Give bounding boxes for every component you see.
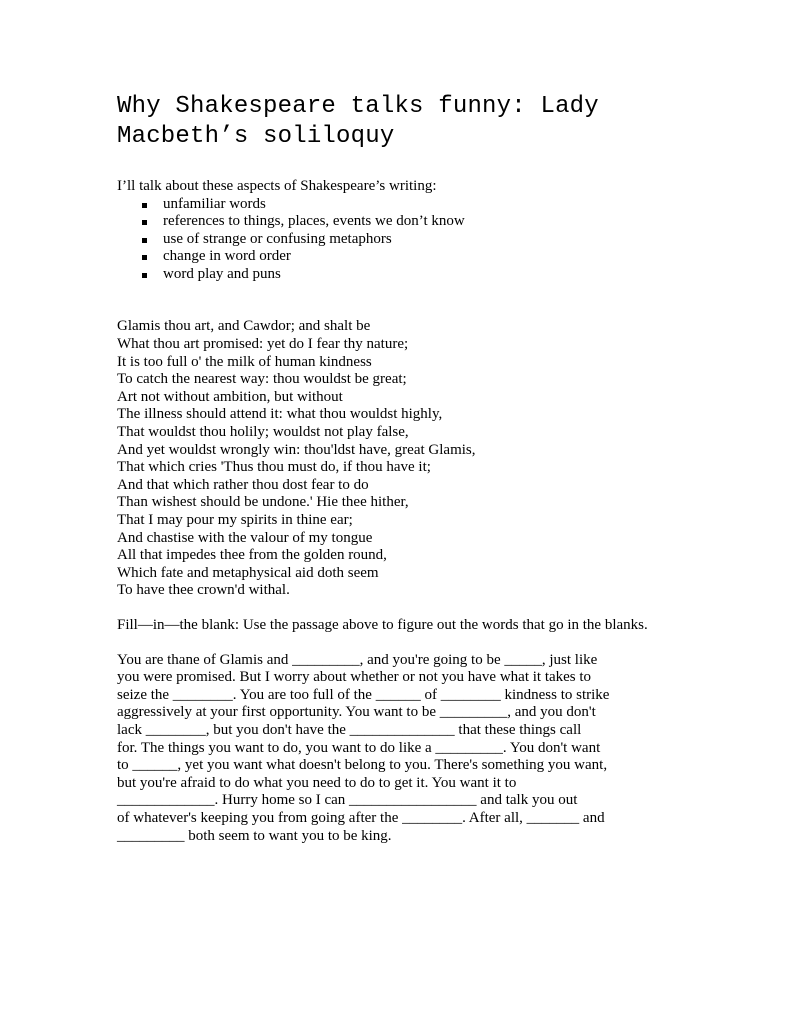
aspects-list bbox=[117, 196, 677, 284]
page-title bbox=[117, 92, 677, 152]
poem-line: It is too full o' the milk of human kindness bbox=[117, 353, 372, 370]
intro-text: I’ll talk about these aspects of Shakespeare’s writing: bbox=[117, 178, 437, 194]
document-page bbox=[117, 92, 677, 845]
list-item: unfamiliar words bbox=[117, 196, 677, 214]
poem-line: And chastise with the valour of my tongue bbox=[117, 529, 373, 546]
poem-line: Than wishest should be undone.' Hie thee hither, bbox=[117, 494, 409, 511]
poem-line: All that impedes thee from the golden round, bbox=[117, 547, 387, 564]
list-item: change in word order bbox=[117, 248, 677, 266]
poem-line: What thou art promised: yet do I fear thy nature; bbox=[117, 336, 409, 353]
fill-line: seize the ________. You are too full of the ______ of ________ kindness to strike bbox=[117, 686, 610, 703]
fill-line: _____________. Hurry home so I can _________________ and talk you out bbox=[117, 792, 578, 809]
fill-line: _________ both seem to want you to be king. bbox=[117, 827, 392, 844]
poem-line: Glamis thou art, and Cawdor; and shalt be bbox=[117, 318, 371, 335]
soliloquy-passage bbox=[117, 318, 677, 600]
fill-line: You are thane of Glamis and _________, and you're going to be _____, just like bbox=[117, 651, 598, 668]
fill-line: of whatever's keeping you from going after the ________. After all, _______ and bbox=[117, 809, 605, 826]
list-item: use of strange or confusing metaphors bbox=[117, 231, 677, 249]
poem-line: And yet wouldst wrongly win: thou'ldst have, great Glamis, bbox=[117, 441, 476, 458]
poem-line: That which cries 'Thus thou must do, if thou have it; bbox=[117, 459, 431, 476]
poem-line: The illness should attend it: what thou wouldst highly, bbox=[117, 406, 443, 423]
poem-line: That I may pour my spirits in thine ear; bbox=[117, 512, 353, 528]
fill-line: you were promised. But I worry about whether or not you have what it takes to bbox=[117, 669, 592, 686]
fill-line: aggressively at your first opportunity. You want to be _________, and you don't bbox=[117, 704, 596, 721]
poem-line: That wouldst thou holily; wouldst not play false, bbox=[117, 424, 409, 441]
fill-in-the-blank-paragraph bbox=[117, 652, 677, 846]
fill-line: but you're afraid to do what you need to do to get it. You want it to bbox=[117, 774, 517, 791]
instructions-text: Fill—in—the blank: Use the passage above to figure out the words that go in the blanks. bbox=[117, 616, 648, 633]
fill-line: for. The things you want to do, you want to do like a _________. You don't want bbox=[117, 739, 601, 756]
poem-line: To have thee crown'd withal. bbox=[117, 582, 290, 599]
list-item: word play and puns bbox=[117, 266, 677, 284]
title-line: Why Shakespeare talks funny: Lady bbox=[117, 93, 599, 120]
poem-line: Which fate and metaphysical aid doth seem bbox=[117, 564, 379, 581]
poem-line: And that which rather thou dost fear to do bbox=[117, 476, 369, 493]
fill-line: lack ________, but you don't have the ______________ that these things call bbox=[117, 721, 582, 738]
poem-line: Art not without ambition, but without bbox=[117, 388, 343, 405]
fill-line: to ______, yet you want what doesn't belong to you. There's something you want, bbox=[117, 757, 608, 774]
poem-line: To catch the nearest way: thou wouldst be great; bbox=[117, 371, 407, 388]
list-item: references to things, places, events we don’t know bbox=[117, 213, 677, 231]
title-line: Macbeth’s soliloquy bbox=[117, 123, 395, 150]
